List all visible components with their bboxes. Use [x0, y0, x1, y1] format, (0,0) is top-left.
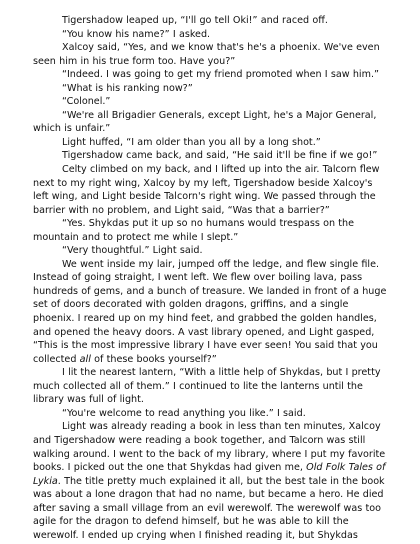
paragraph: Xalcoy said, “Yes, and we know that's he's a phoenix. We've even seen him in his true form too. Have you?”: [33, 42, 380, 67]
paragraph: “Colonel.”: [62, 96, 111, 108]
paragraph: [33, 420, 390, 542]
paragraph: I lit the nearest lantern, “With a little help of Shykdas, but I pretty much collected all of them.” I continued to lite the lanterns until the library was full of light.: [33, 367, 381, 406]
paragraph: “Yes. Shykdas put it up so no humans would trespass on the mountain and to protect me while I slept.”: [33, 218, 355, 243]
paragraph: “Very thoughtful.” Light said.: [62, 245, 203, 257]
paragraph-text: of these books yourself?”: [90, 353, 217, 365]
book-title: Old Folk Tales of Lykia: [33, 462, 386, 487]
paragraph: Light huffed, “I am older than you all by a long shot.”: [62, 136, 321, 148]
paragraph: “What is his ranking now?”: [62, 82, 193, 94]
paragraph-text: We went inside my lair, jumped off the ledge, and flew single file. Instead of going straight, I went left. We flew over boiling lava, pass hundreds of gems, and a bunch of treasure. We landed in front of a huge set of doors decorated with golden dragons, griffins, and a single phoenix. I reared up on my hind feet, and grabbed the golden handles, and opened the heavy doors. A vast library opened, and Light gasped, “This is the most impressive library I have ever seen! You said that you collected: [33, 258, 387, 365]
paragraph: “We're all Brigadier Generals, except Light, he's a Major General, which is unfair.”: [33, 109, 377, 135]
paragraph: Tigershadow leaped up, “I'll go tell Oki!” and raced off.: [62, 15, 328, 26]
paragraph: “Indeed. I was going to get my friend promoted when I saw him.”: [62, 69, 379, 81]
paragraph: “You're welcome to read anything you like.” I said.: [62, 407, 306, 419]
emphasized-text: all: [79, 353, 91, 365]
paragraph: Tigershadow came back, and said, “He said it'll be fine if we go!”: [62, 150, 378, 162]
paragraph-text: . The title pretty much explained it all, but the best tale in the book was about a lone dragon that had no name, but became a hero. He died after saving a small village from an evil werewolf. The werewolf was too agile for the dragon to defend himself, but he was able to kill the werewolf. I ended up crying when I finished reading it, but Shykdas: [33, 475, 385, 541]
paragraph: “You know his name?” I asked.: [62, 28, 211, 40]
paragraph: [33, 258, 390, 366]
paragraph: Celty climbed on my back, and I lifted up into the air. Talcorn flew next to my right wing, Xalcoy by my left, Tigershadow beside Xalcoy's left wing, and Light beside Talcorn's right wing. We passed through the barrier with no problem, and Light said, “Was that a barrier?”: [33, 164, 380, 216]
paragraph-text: Light was already reading a book in less than ten minutes, Xalcoy and Tigershadow were reading a book together, and Talcorn was still walking around. I went to the back of my library, where I put my favorite books. I picked out the one that Shykdas had given me,: [33, 421, 386, 474]
